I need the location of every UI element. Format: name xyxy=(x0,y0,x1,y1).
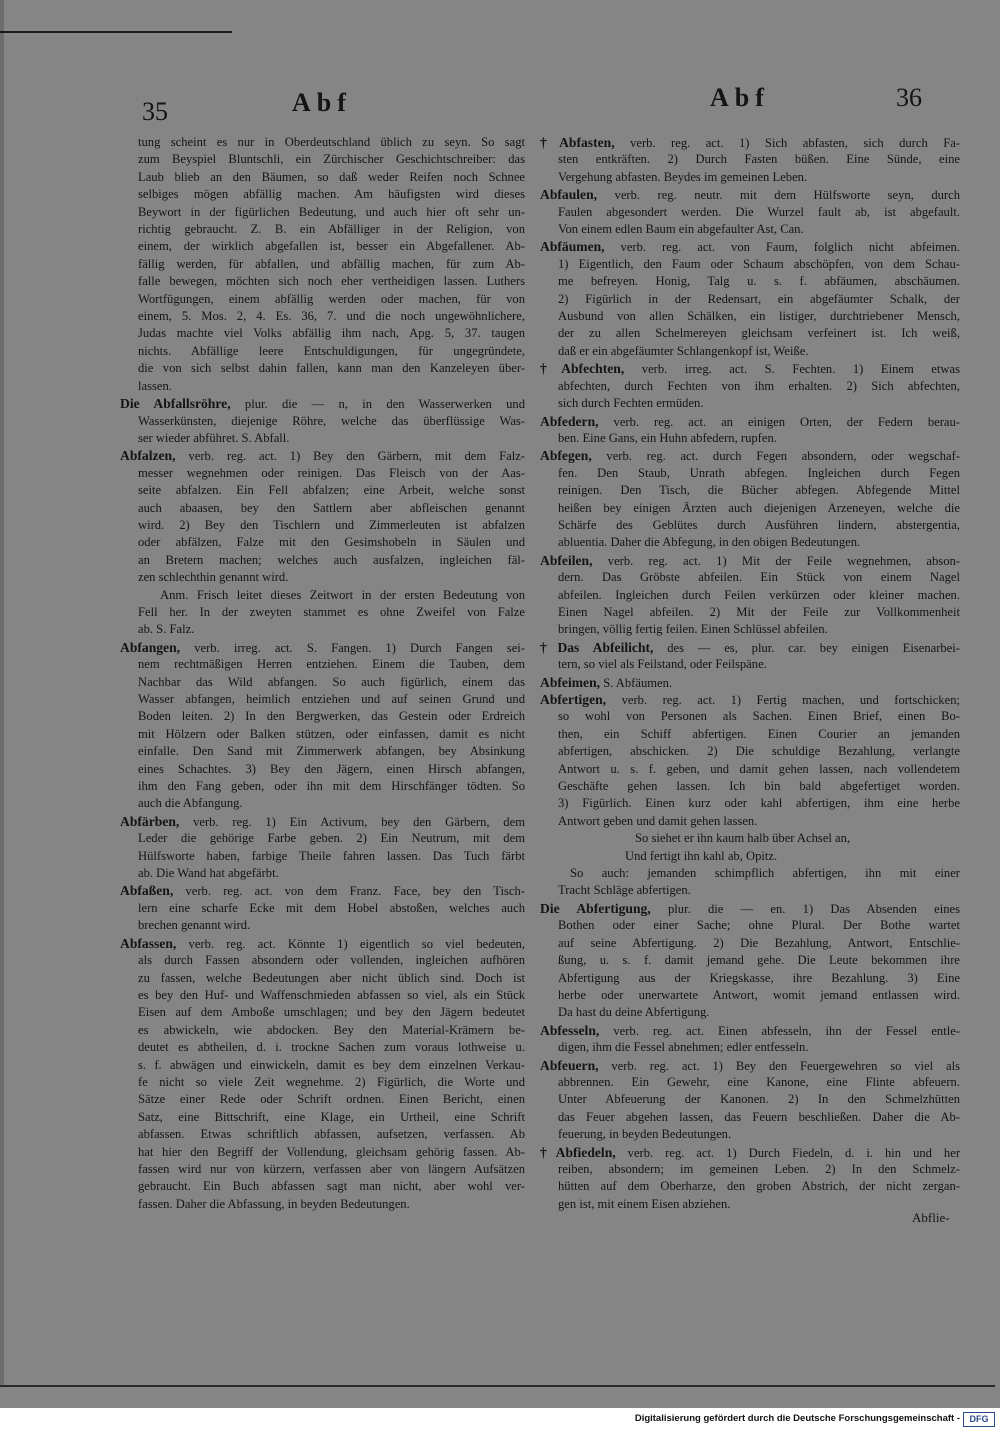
annotation-line: Anm. Frisch leitet dieses Zeitwort in der ersten Bedeutung von xyxy=(160,587,525,602)
catchword: Abflie- xyxy=(912,1210,950,1225)
text-line: lassen. xyxy=(138,378,172,393)
annotation-line: Fell her. In der zweyten stammet es ohne Zweifel von Falze xyxy=(138,604,525,619)
text-line: fassen. Daher die Abfassung, in beyden Bedeutungen. xyxy=(138,1196,410,1211)
text-line: tung scheint es nur in Oberdeutschland üblich zu seyn. So sagt xyxy=(138,135,525,149)
text-line: gen ist, mit einem Eisen abziehen. xyxy=(558,1196,731,1211)
entry-first-line xyxy=(540,134,960,151)
text-line: bringen, völlig fertig feilen. Einen Schlüssel abfeilen. xyxy=(558,622,828,637)
text-line: heißen bey einigen Ärzten auch diejenigen Arzeneyen, welche die xyxy=(558,500,960,515)
text-line: zu fassen, welche Bedeutungen aber nicht üblich sind. Doch ist xyxy=(138,970,525,985)
entry-first-line xyxy=(120,447,525,464)
text-line: Satz, eine Bittschrift, eine Klage, ein Urtheil, eine Schrift xyxy=(138,1109,525,1124)
text-line: mit Hölzern oder Balken stützen, oder einfassen, damit es nicht xyxy=(138,726,525,741)
entry-text: verb. irreg. act. S. Fangen. 1) Durch Fangen sei- xyxy=(194,640,525,655)
text-line: ser wieder abführet. S. Abfall. xyxy=(138,430,290,445)
text-line: Geschäfte gehen lassen. Ich bin bald abgefertiget worden. xyxy=(558,779,960,794)
text-line: auf seine Abfertigung. 2) Die Bezahlung, Antwort, Entschlie- xyxy=(558,935,960,950)
text-line: ben. Eine Gans, ein Huhn abfedern, rupfen. xyxy=(558,430,777,445)
text-line: Wasser abfangen, heimlich entziehen und auf seinen Grund und xyxy=(138,692,525,706)
entry-headword: †Das Abfeilicht, xyxy=(540,639,654,655)
footer-bar xyxy=(0,1408,1000,1432)
text-line: zum Beyspiel Bluntschli, ein Zürchischer Geschichtschreiber: das xyxy=(138,152,525,167)
text-line: abluentia. Daher die Abfegung, in den obigen Bedeutungen. xyxy=(558,535,861,550)
entry-first-line xyxy=(540,1022,960,1039)
text-line: tern, so viel als Feilstand, oder Feilspäne. xyxy=(558,657,767,672)
entry-headword: †Abfechten, xyxy=(540,361,625,377)
scan-edge xyxy=(0,0,4,1386)
entry-headword: Abfeilen, xyxy=(540,552,593,568)
entry-first-line xyxy=(120,935,525,952)
annotation-line: ab. S. Falz. xyxy=(138,622,195,637)
text-line: Ausbund von allen Schälken, ein listiger, durchtriebener Mensch, xyxy=(558,309,960,324)
header-rule xyxy=(0,31,232,33)
text-line: richtig gebraucht. Z. B. ein Abfälliger in der Religion, von xyxy=(138,222,525,237)
entry-first-line xyxy=(540,413,960,430)
text-line: daß er ein abgefäumter Schlangenkopf ist, Weiße. xyxy=(558,343,809,358)
entry-headword: Abfeimen, xyxy=(540,674,601,690)
text-line: Sätze einer Rede oder Schrift ordnen. Einen Bericht, einen xyxy=(138,1092,525,1107)
entry-headword: Abfalzen, xyxy=(120,448,176,464)
entry-text: plur. die — n, in den Wasserwerken und xyxy=(244,397,525,412)
entry-first-line xyxy=(540,639,960,656)
entry-first-line xyxy=(540,900,960,917)
text-line: einem, 5. Mos. 2, 4. Es. 36, 7. und die noch ungewöhnlichere, xyxy=(138,309,525,324)
entry-text: verb. reg. act. 1) Fertig machen, und fortschicken; xyxy=(621,693,960,707)
entry-text: S. Abfäumen. xyxy=(603,675,673,690)
text-line: Von einem edlen Baum ein abgefaulter Ast, Can. xyxy=(558,222,804,237)
entry-headword: Abfaulen, xyxy=(540,187,598,203)
text-line: fällig werden, für abfallen, und abfällig machen, für zum Ab- xyxy=(138,256,525,271)
entry-text: verb. reg. act. 1) Durch Fiedeln, d. i. hin und her xyxy=(627,1145,961,1160)
entry-first-line xyxy=(120,882,525,899)
text-line: then, ein Schiff abfertigen. Einen Courier an jemanden xyxy=(558,726,960,741)
text-line: deutet es abtheilen, d. i. trockne Sachen zum voraus lothweise u. xyxy=(138,1040,525,1055)
text-line: seite abfalzen. Ein Fell abfalzen; eine Arbeit, welche sonst xyxy=(138,483,525,498)
left-page-number: 35 xyxy=(142,97,168,126)
text-line: feuerung, in beyden Bedeutungen. xyxy=(558,1127,732,1142)
entry-first-line xyxy=(540,186,960,203)
text-line: gebraucht. Ein Buch abfassen sagt man nicht, aber wohl ver- xyxy=(138,1179,525,1194)
text-line: Abfertigung aus der Kriegskasse, ihre Bezahlung. 3) Eine xyxy=(558,970,960,985)
right-running-head: Abf xyxy=(710,83,770,112)
text-line: es abwickeln, wie abdocken. Bey den Material-Krämern be- xyxy=(138,1022,525,1037)
text-line: so wohl von Personen als Sachen. Einen Brief, einen Bo- xyxy=(558,709,960,724)
dfg-logo[interactable]: DFG xyxy=(963,1412,995,1427)
text-line: abbrennen. Ein Gewehr, eine Kanone, eine Flinte abfeuern. xyxy=(558,1074,960,1089)
text-line: selbiges mögen abfällig machen. Am häufigsten wird dieses xyxy=(138,187,525,202)
entry-headword: Abfedern, xyxy=(540,413,599,429)
entry-first-line xyxy=(540,1057,960,1074)
entry-headword: Abfassen, xyxy=(120,935,177,951)
quotation-line: So siehet er ihn kaum halb über Achsel an, xyxy=(635,831,851,846)
text-line: Faulen abgesondert werden. Die Wurzel fault ab, ist abgefault. xyxy=(558,204,960,219)
text-line: ab. Die Wand hat abgefärbt. xyxy=(138,866,279,881)
entry-headword: Abfangen, xyxy=(120,639,181,655)
entry-headword: Abfäumen, xyxy=(540,239,605,255)
text-line: Judas machte viel Volks abfällig ihm nach, Apg. 5, 37. taugen xyxy=(138,326,525,341)
text-line: fassen wird nur von kürzern, verfassen aber von längern Aufsätzen xyxy=(138,1161,525,1176)
text-line: dern. Das Gröbste abfeilen. Ein Stück von einem Nagel xyxy=(558,570,960,585)
text-line: Wasserkünsten, diejenige Röhre, welche das überflüssige Was- xyxy=(138,413,525,428)
text-line: Eisen auf dem Amboße umschlagen; und bey den Jägern bedeutet xyxy=(138,1005,525,1020)
right-column xyxy=(540,134,960,1213)
entry-first-line xyxy=(540,674,960,691)
text-line: ßung, u. s. f. damit jemand gehe. Die Leute bekommen ihre xyxy=(558,953,960,968)
entry-text: plur. die — en. 1) Das Absenden eines xyxy=(667,901,960,916)
left-running-head: Abf xyxy=(292,88,352,117)
text-line: Laub blieb an den Bäumen, so daß weder Reifen noch Schnee xyxy=(138,169,525,184)
entry-headword: Abfertigen, xyxy=(540,692,607,707)
text-line: Vergehung abfasten. Beydes im gemeinen Leben. xyxy=(558,169,808,184)
entry-text: des — es, plur. car. bey einigen Eisenarbei- xyxy=(667,640,960,655)
text-line: einem, der wirklich abgefallen ist, besser ein Abgefallener. Ab- xyxy=(138,239,525,254)
text-line: 3) Figürlich. Einen kurz oder kahl abfertigen, ihm eine herbe xyxy=(558,796,960,811)
text-line: nichts. Abfällige leere Entschuldigungen, für ungegründete, xyxy=(138,343,525,358)
text-line: Da hast du deine Abfertigung. xyxy=(558,1005,710,1020)
entry-first-line xyxy=(540,238,960,255)
text-line: Tracht Schläge abfertigen. xyxy=(558,883,691,898)
text-line: hütten auf dem Oberharze, den groben Abstrich, der nicht zergan- xyxy=(558,1179,960,1194)
funding-notice: Digitalisierung gefördert durch die Deutsche Forschungsgemeinschaft - xyxy=(634,1413,960,1424)
text-line: falle bewegen, möchten sich noch eher vertheidigen lassen. Luthers xyxy=(138,274,525,289)
text-line: hat hier den Begriff der Vollendung, gleichsam gehörig fassen. Ab- xyxy=(138,1144,525,1159)
entry-headword: Abfegen, xyxy=(540,448,592,464)
entry-headword: Die Abfertigung, xyxy=(540,900,651,916)
text-line: oder abfälzen, Falze mit den Gesimshobeln in Säulen und xyxy=(138,535,525,550)
text-line: me befreyen. Honig, Talg u. s. f. abfäumen, abschäumen. xyxy=(558,274,960,289)
entry-headword: Abfeuern, xyxy=(540,1057,599,1073)
text-line: abfertigen, abschicken. 2) Die schuldige Bezahlung, verlangte xyxy=(558,744,960,759)
text-line: 2) Figürlich in der Redensart, ein abgefäumter Schalk, der xyxy=(558,291,960,306)
entry-text: verb. reg. act. an einigen Orten, der Federn berau- xyxy=(613,414,960,429)
text-line: ihm den Fang geben, oder ihn mit dem Hirschfänger tödten. So xyxy=(138,779,525,794)
entry-text: verb. reg. act. Könnte 1) eigentlich so viel bedeuten, xyxy=(188,936,525,951)
text-line: zen schlechthin genannt wird. xyxy=(138,570,289,585)
text-line: Antwort geben und damit gehen lassen. xyxy=(558,813,758,828)
text-line: einfalle. Den Sand mit Zimmerwerk abfangen, bey Absinkung xyxy=(138,744,525,759)
text-line: Boden leiten. 2) In den Bergwerken, das Gestein oder Erdreich xyxy=(138,709,525,724)
text-line: Hülfsworte haben, farbige Theile fahren lassen. Das Tuch färbt xyxy=(138,848,525,863)
text-line: messer wegnehmen oder reinigen. Das Fleisch von der Aas- xyxy=(138,465,525,480)
right-page-number: 36 xyxy=(896,83,922,112)
text-line: herbe oder unerwartete Antwort, womit jemand entlassen wird. xyxy=(558,987,960,1002)
entry-first-line xyxy=(540,447,960,464)
text-line: Beywort in der figürlichen Bedeutung, und auch hier oft sehr un- xyxy=(138,204,525,219)
entry-headword: †Abfiedeln, xyxy=(540,1144,616,1160)
text-line: sich durch Fechten ermüden. xyxy=(558,396,704,411)
text-line: Einen Nagel abfeilen. 2) Mit der Feile zur Vollkommenheit xyxy=(558,604,960,619)
text-line: Wortfügungen, einem abfällig werden oder machen, für von xyxy=(138,291,525,306)
entry-text: verb. reg. act. 1) Mit der Feile wegnehmen, abson- xyxy=(607,553,960,568)
quotation-line: Und fertigt ihn kahl ab, Opitz. xyxy=(625,848,778,863)
text-line: es bey den Huf- und Waffenschmieden abfassen so viel, als ein Stück xyxy=(138,987,525,1002)
text-line: 1) Eigentlich, den Faum oder Schaum abschöpfen, von dem Schau- xyxy=(558,256,960,271)
entry-text: verb. reg. act. 1) Bey den Feuergewehren so viel als xyxy=(611,1058,960,1073)
text-line: die von sich selbst dahin fallen, kann man den Kanzeleyen über- xyxy=(138,361,525,376)
entry-first-line xyxy=(120,813,525,830)
text-line: Unter Abfeuerung der Kanonen. 2) In den Schmelzhütten xyxy=(558,1092,960,1107)
text-line: der zu allen Schelmereyen gleichsam verfeinert ist. Ich weiß, xyxy=(558,326,960,341)
entry-text: verb. reg. act. von dem Franz. Face, bey den Tisch- xyxy=(185,884,525,899)
text-line: als durch Fassen absondern oder vollenden, ingleichen aufhören xyxy=(138,953,525,968)
entry-headword: Abfaßen, xyxy=(120,883,174,899)
text-line: Bothen oder einer Sache; ohne Plural. Der Bothe wartet xyxy=(558,918,960,933)
entry-first-line xyxy=(540,691,960,708)
entry-text: verb. reg. act. 1) Sich abfasten, sich durch Fa- xyxy=(630,136,960,150)
text-line: sten entkräften. 2) Durch Fasten büßen. Eine Sünde, eine xyxy=(558,152,960,167)
entry-first-line xyxy=(540,360,960,377)
text-line: nem rechtmäßigen Herren entziehen. Einem die Tauben, dem xyxy=(138,657,525,672)
entry-first-line xyxy=(540,552,960,569)
entry-text: verb. reg. act. 1) Bey den Gärbern, mit dem Falz- xyxy=(188,449,525,464)
text-line: reiben, absondern; im gemeinen Leben. 2) In den Schmelz- xyxy=(558,1161,960,1176)
entry-text: verb. reg. 1) Ein Activum, bey den Gärbern, dem xyxy=(193,814,525,829)
text-line: Nachbar das Wild abfangen. So auch figürlich, einem das xyxy=(138,674,525,689)
text-line: s. f. abwägen und einwickeln, damit es bey dem einzelnen Verkau- xyxy=(138,1057,525,1072)
text-line: abfechten, durch Fechten von ihm erhalten. 2) Sich abfechten, xyxy=(558,378,960,393)
entry-text: verb. irreg. act. S. Fechten. 1) Einem etwas xyxy=(641,362,960,377)
text-line: digen, ihm die Fessel abnehmen; edler entfesseln. xyxy=(558,1040,809,1055)
text-line: Antwort u. s. f. geben, und damit gehen lassen, nach vollendetem xyxy=(558,761,960,776)
left-column xyxy=(120,134,525,1213)
text-line: abfassen. Etwas schriftlich abfassen, aufsetzen, verfassen. Ab xyxy=(138,1127,525,1142)
text-line: lern eine scharfe Ecke mit dem Hobel abstoßen, welches auch xyxy=(138,900,525,915)
text-line: fen. Den Staub, Unrath abfegen. Ingleichen durch Fegen xyxy=(558,465,960,480)
text-line: So auch: jemanden schimpflich abfertigen, ihn mit einer xyxy=(570,866,960,881)
text-line: an Bretern machen; welches auch ausfalzen, ingleichen fäl- xyxy=(138,552,525,567)
entry-first-line xyxy=(120,639,525,656)
entry-headword: Die Abfallsröhre, xyxy=(120,396,231,412)
entry-text: verb. reg. act. Einen abfesseln, ihn der Fessel entle- xyxy=(613,1023,960,1038)
entry-text: verb. reg. act. durch Fegen absondern, oder wegschaf- xyxy=(606,449,960,464)
entry-first-line xyxy=(540,1144,960,1161)
entry-headword: Abfesseln, xyxy=(540,1022,600,1038)
text-line: fe nicht so viele Zeit wegnehme. 2) Figürlich, die Worte und xyxy=(138,1074,525,1089)
text-line: auch abaasen, bey den Sattlern aber abfleischen genannt xyxy=(138,500,525,515)
scan-bottom-rule xyxy=(0,1385,995,1387)
entry-first-line xyxy=(120,395,525,412)
entry-text: verb. reg. neutr. mit dem Hülfsworte seyn, durch xyxy=(614,188,960,203)
text-line: wird. 2) Bey den Tischlern und Zimmerleuten ist abfalzen xyxy=(138,517,525,532)
text-line: eines Schachtes. 3) Bey den Jägern, einen Hirsch abfangen, xyxy=(138,761,525,776)
text-line: Schärfe des Geblütes durch Ausführen lindern, abstergentia, xyxy=(558,517,960,532)
entry-headword: †Abfasten, xyxy=(540,135,615,150)
text-line: brechen genannt wird. xyxy=(138,918,251,933)
text-line: reinigen. Den Tisch, die Bücher abfegen. Abfegende Mittel xyxy=(558,483,960,498)
text-line: abfeilen. Ingleichen durch Feilen verkürzen oder kleiner machen. xyxy=(558,587,960,602)
text-line: das Feuer abgehen lassen, das Feuern beschließen. Daher die Ab- xyxy=(558,1109,960,1124)
entry-text: verb. reg. act. von Faum, folglich nicht abfeimen. xyxy=(620,240,960,255)
text-line: Leder die gehörige Farbe geben. 2) Ein Neutrum, mit dem xyxy=(138,831,525,846)
text-line: auch die Abfangung. xyxy=(138,796,243,811)
entry-headword: Abfärben, xyxy=(120,813,180,829)
